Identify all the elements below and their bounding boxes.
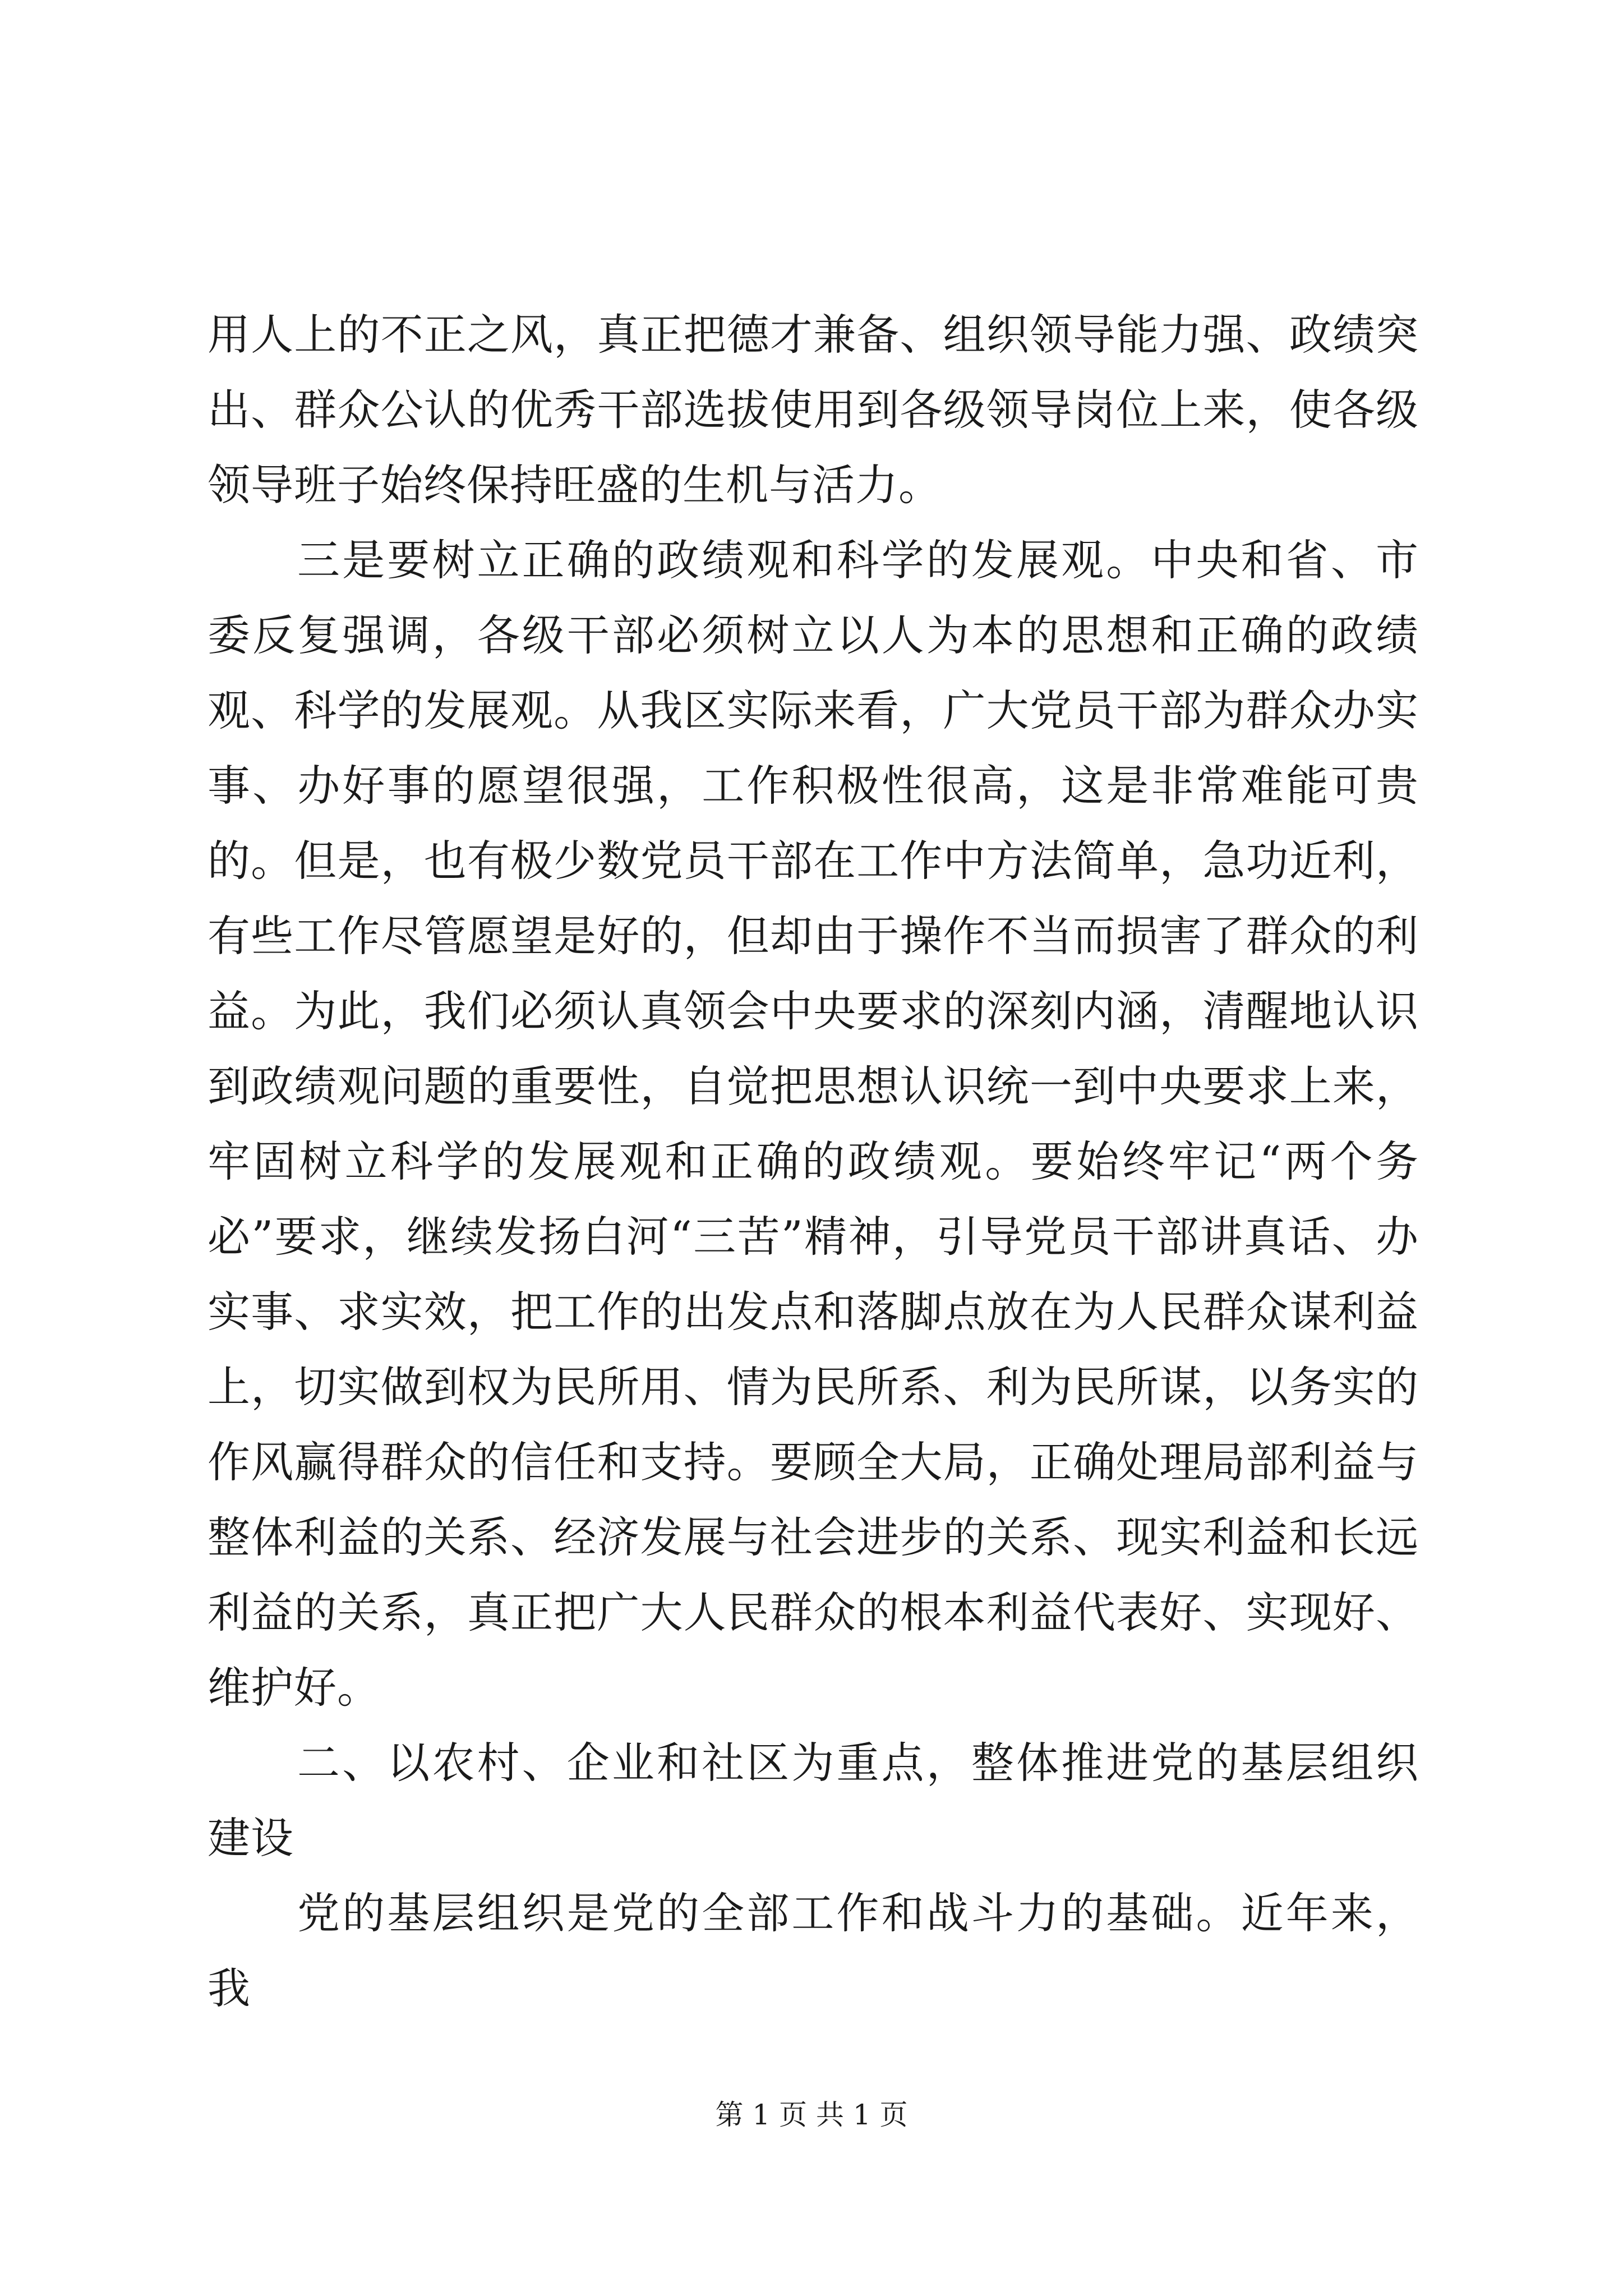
document-body — [208, 297, 1419, 2026]
paragraph-political-outlook: 三是要树立正确的政绩观和科学的发展观。中央和省、市委反复强调，各级干部必须树立以人为本的思想和正确的政绩观、科学的发展观。从我区实际来看，广大党员干部为群众办实事、办好事的愿望很强，工作积极性很高，这是非常难能可贵的。但是，也有极少数党员干部在工作中方法简单，急功近利，有些工作尽管愿望是好的，但却由于操作不当而损害了群众的利益。为此，我们必须认真领会中央要求的深刻内涵，清醒地认识到政绩观问题的重要性，自觉把思想认识统一到中央要求上来，牢固树立科学的发展观和正确的政绩观。要始终牢记“两个务必”要求，继续发扬白河“三苦”精神，引导党员干部讲真话、办实事、求实效，把工作的出发点和落脚点放在为人民群众谋利益上，切实做到权为民所用、情为民所系、利为民所谋，以务实的作风赢得群众的信任和支持。要顾全大局，正确处理局部利益与整体利益的关系、经济发展与社会进步的关系、现实利益和长远利益的关系，真正把广大人民群众的根本利益代表好、实现好、维护好。 — [208, 535, 1419, 1713]
paragraph-continuation: 用人上的不正之风，真正把德才兼备、组织领导能力强、政绩突出、群众公认的优秀干部选拔使用到各级领导岗位上来，使各级领导班子始终保持旺盛的生机与活力。 — [208, 310, 1419, 510]
paragraph-grassroots-intro: 党的基层组织是党的全部工作和战斗力的基础。近年来，我 — [208, 1888, 1419, 2013]
section-heading-grassroots: 二、以农村、企业和社区为重点，整体推进党的基层组织建设 — [208, 1738, 1419, 1863]
page-footer: 第 1 页 共 1 页 — [715, 2099, 908, 2131]
